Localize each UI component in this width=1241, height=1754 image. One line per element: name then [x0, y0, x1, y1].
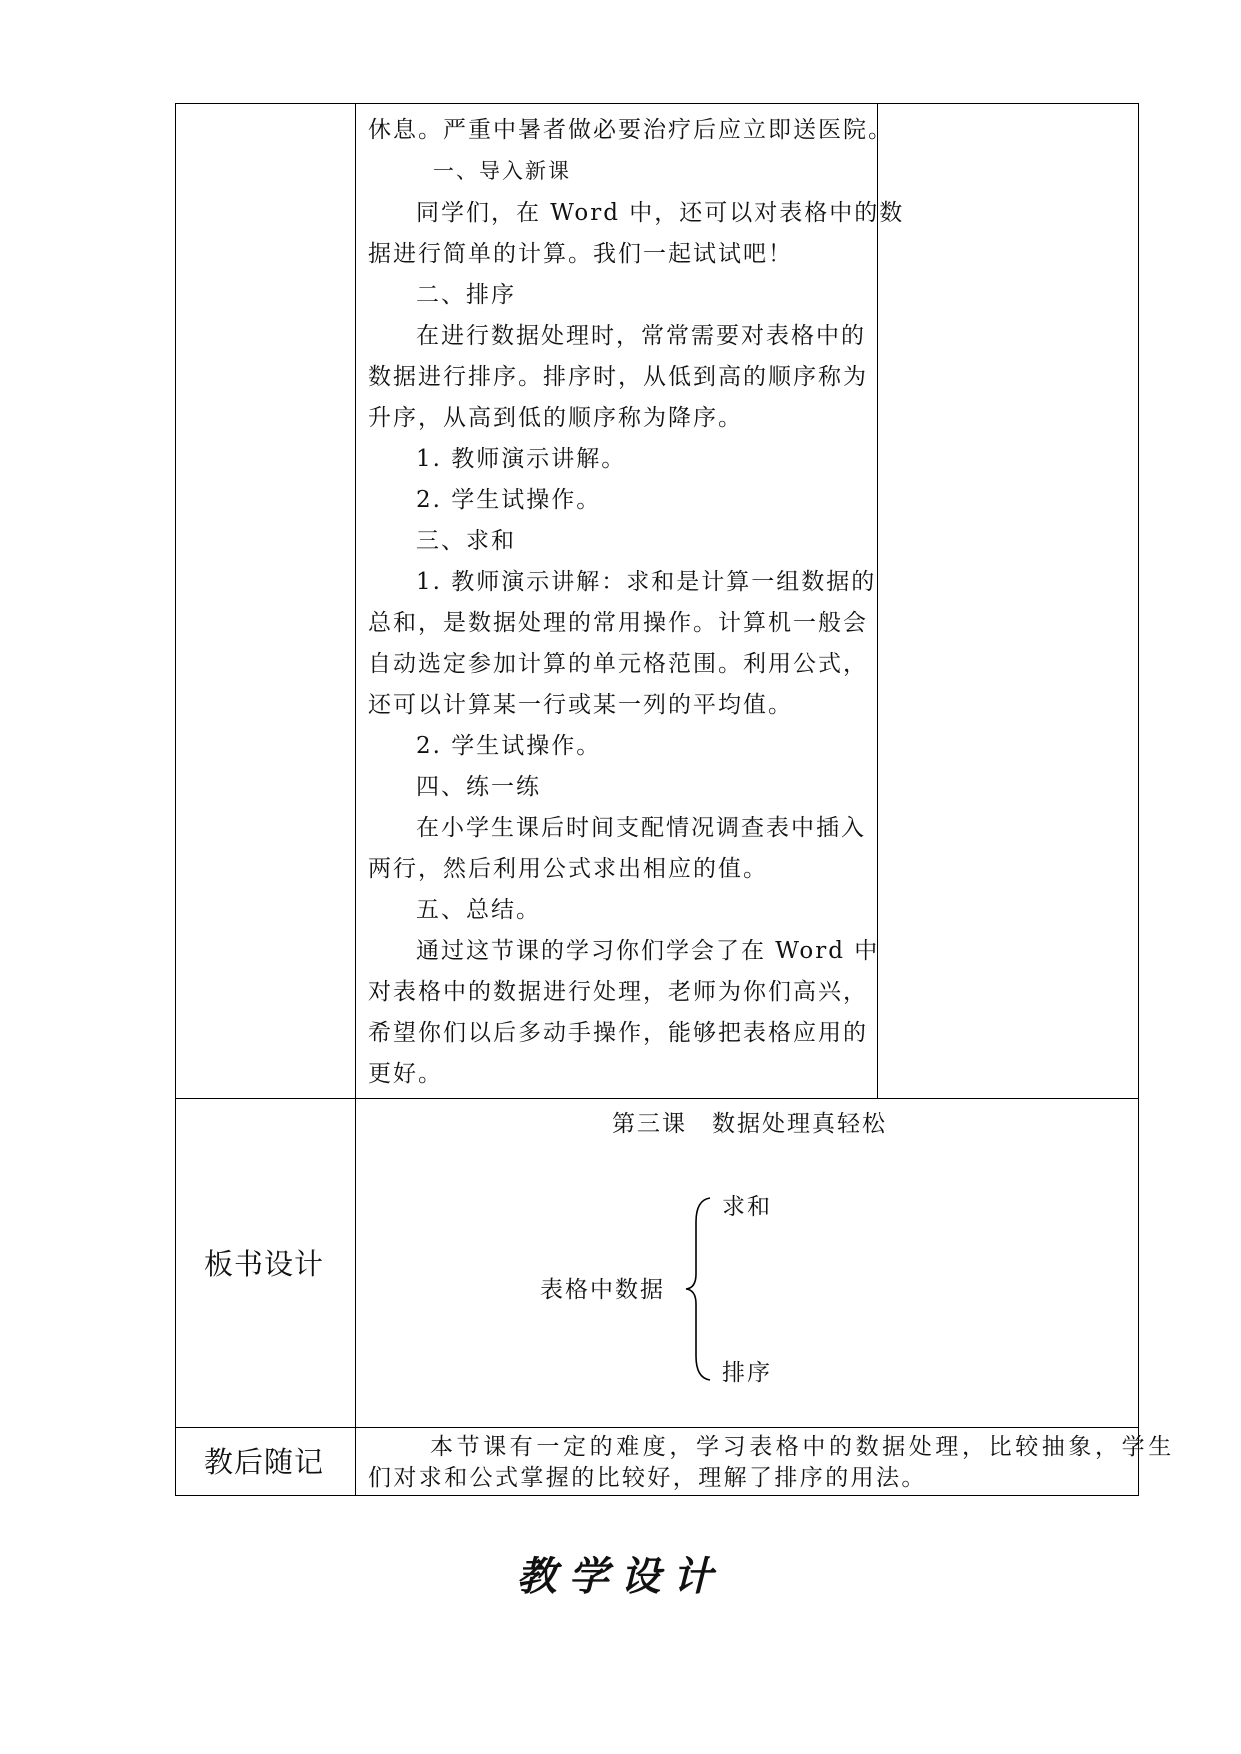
reflection-text: 本节课有一定的难度，学习表格中的数据处理，比较抽象，学生 — [430, 1434, 1175, 1460]
table-right-border — [1138, 103, 1139, 1496]
process-heading: 五、总结。 — [416, 897, 541, 923]
process-line: 休息。严重中暑者做必要治疗后应立即送医院。 — [368, 117, 893, 143]
table-bottom-border — [175, 1495, 1139, 1496]
process-line: 1. 教师演示讲解。 — [416, 446, 627, 472]
reflection-text: 们对求和公式掌握的比较好，理解了排序的用法。 — [368, 1465, 927, 1491]
process-line: 通过这节课的学习你们学会了在 Word 中 — [416, 938, 880, 964]
process-line: 在小学生课后时间支配情况调查表中插入 — [416, 815, 866, 841]
process-line: 还可以计算某一行或某一列的平均值。 — [368, 692, 793, 718]
process-heading: 二、排序 — [416, 282, 516, 308]
process-line: 同学们，在 Word 中，还可以对表格中的数 — [416, 200, 905, 226]
board-branch-sum: 求和 — [722, 1194, 772, 1220]
board-design-label: 板书设计 — [204, 1247, 325, 1281]
board-title: 第三课 数据处理真轻松 — [612, 1111, 887, 1137]
process-line: 2. 学生试操作。 — [416, 733, 602, 759]
process-heading: 三、求和 — [416, 528, 516, 554]
process-line: 在进行数据处理时，常常需要对表格中的 — [416, 323, 866, 349]
process-line: 两行，然后利用公式求出相应的值。 — [368, 856, 768, 882]
process-line: 总和，是数据处理的常用操作。计算机一般会 — [368, 610, 868, 636]
process-line: 数据进行排序。排序时，从低到高的顺序称为 — [368, 364, 868, 390]
process-line: 1. 教师演示讲解：求和是计算一组数据的 — [416, 569, 877, 595]
curly-brace-icon — [684, 1196, 714, 1382]
next-page-title: 教学设计 — [516, 1553, 725, 1600]
process-line: 2. 学生试操作。 — [416, 487, 602, 513]
process-heading: 四、练一练 — [416, 774, 541, 800]
table-top-border — [175, 103, 1139, 104]
process-line: 据进行简单的计算。我们一起试试吧！ — [368, 241, 793, 267]
process-line: 更好。 — [368, 1061, 443, 1087]
table-left-border — [175, 103, 176, 1496]
process-heading: 一、导入新课 — [433, 159, 571, 183]
board-center-text: 表格中数据 — [540, 1277, 665, 1303]
row-divider-reflection — [175, 1427, 1139, 1428]
reflection-label: 教后随记 — [204, 1445, 325, 1479]
process-line: 对表格中的数据进行处理，老师为你们高兴， — [368, 979, 868, 1005]
label-column-divider — [355, 103, 356, 1496]
process-line: 自动选定参加计算的单元格范围。利用公式， — [368, 651, 868, 677]
process-line: 希望你们以后多动手操作，能够把表格应用的 — [368, 1020, 868, 1046]
row-divider-board — [175, 1098, 1139, 1099]
board-branch-sort: 排序 — [722, 1360, 772, 1386]
process-line: 升序，从高到低的顺序称为降序。 — [368, 405, 743, 431]
